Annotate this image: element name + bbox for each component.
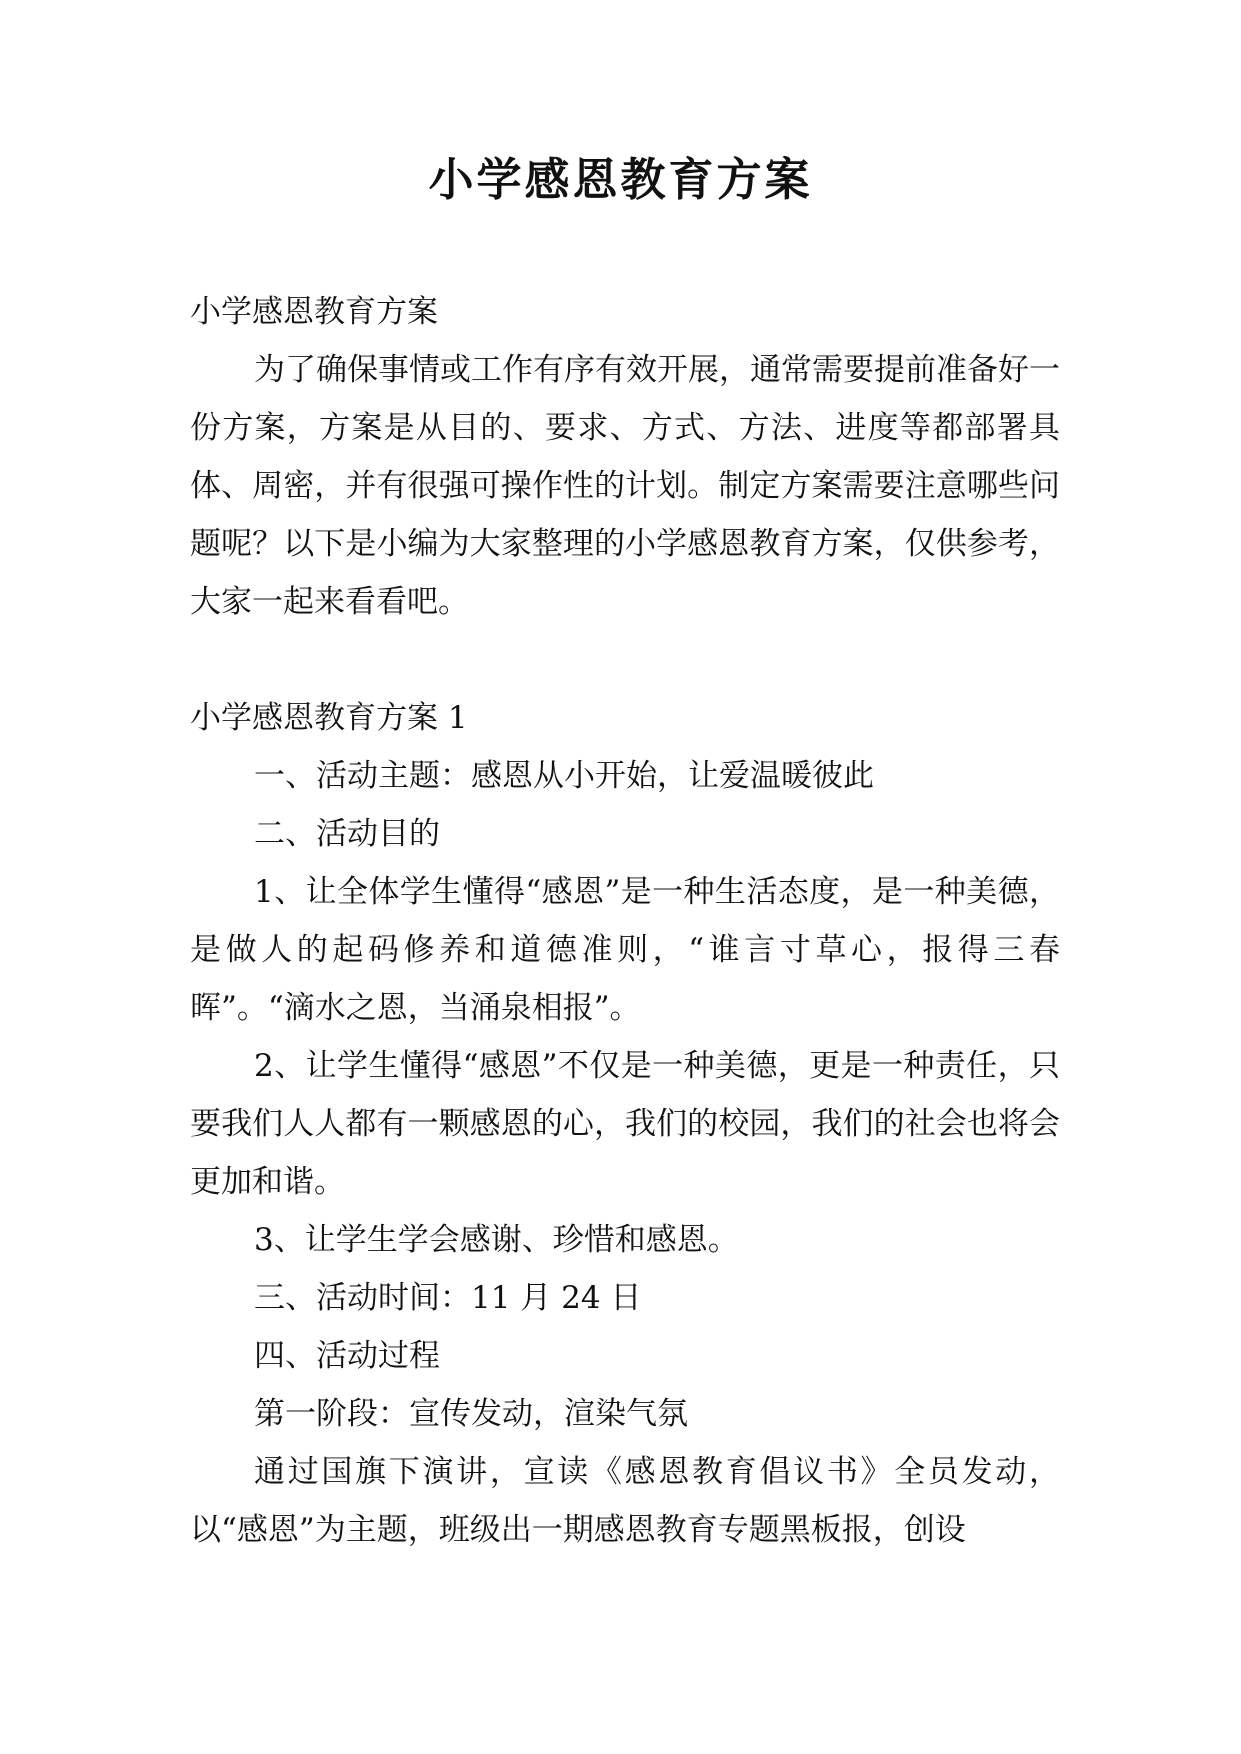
intro-paragraph: 为了确保事情或工作有序有效开展，通常需要提前准备好一份方案，方案是从目的、要求、方式、方法、进度等都部署具体、周密，并有很强可操作性的计划。制定方案需要注意哪些问题呢？以下是小编为大家整理的小学感恩教育方案，仅供参考，大家一起来看看吧。 [190,352,1060,620]
process-heading: 四、活动过程 [254,1338,440,1374]
document-body [190,283,1060,1559]
goal-item-2: 2、让学生懂得“感恩”不仅是一种美德，更是一种责任，只要我们人人都有一颗感恩的心，我们的校园，我们的社会也将会更加和谐。 [190,1048,1060,1200]
stage-1-text: 通过国旗下演讲，宣读《感恩教育倡议书》全员发动，以“感恩”为主题，班级出一期感恩教育专题黑板报，创设 [190,1454,1060,1548]
goals-heading: 二、活动目的 [254,816,440,852]
document-heading: 小学感恩教育方案 [190,294,438,330]
document-title: 小学感恩教育方案 [428,153,813,206]
goal-item-3: 3、让学生学会感谢、珍惜和感恩。 [254,1222,739,1258]
activity-theme: 一、活动主题：感恩从小开始，让爱温暖彼此 [254,758,874,794]
paragraph-gap [190,631,1060,689]
goal-item-1: 1、让全体学生懂得“感恩”是一种生活态度，是一种美德，是做人的起码修养和道德准则，“谁言寸草心，报得三春晖”。“滴水之恩，当涌泉相报”。 [190,874,1060,1026]
activity-time: 三、活动时间：11 月 24 日 [254,1280,642,1316]
section-heading: 小学感恩教育方案 1 [190,700,468,736]
stage-1-heading: 第一阶段：宣传发动，渲染气氛 [254,1396,688,1432]
